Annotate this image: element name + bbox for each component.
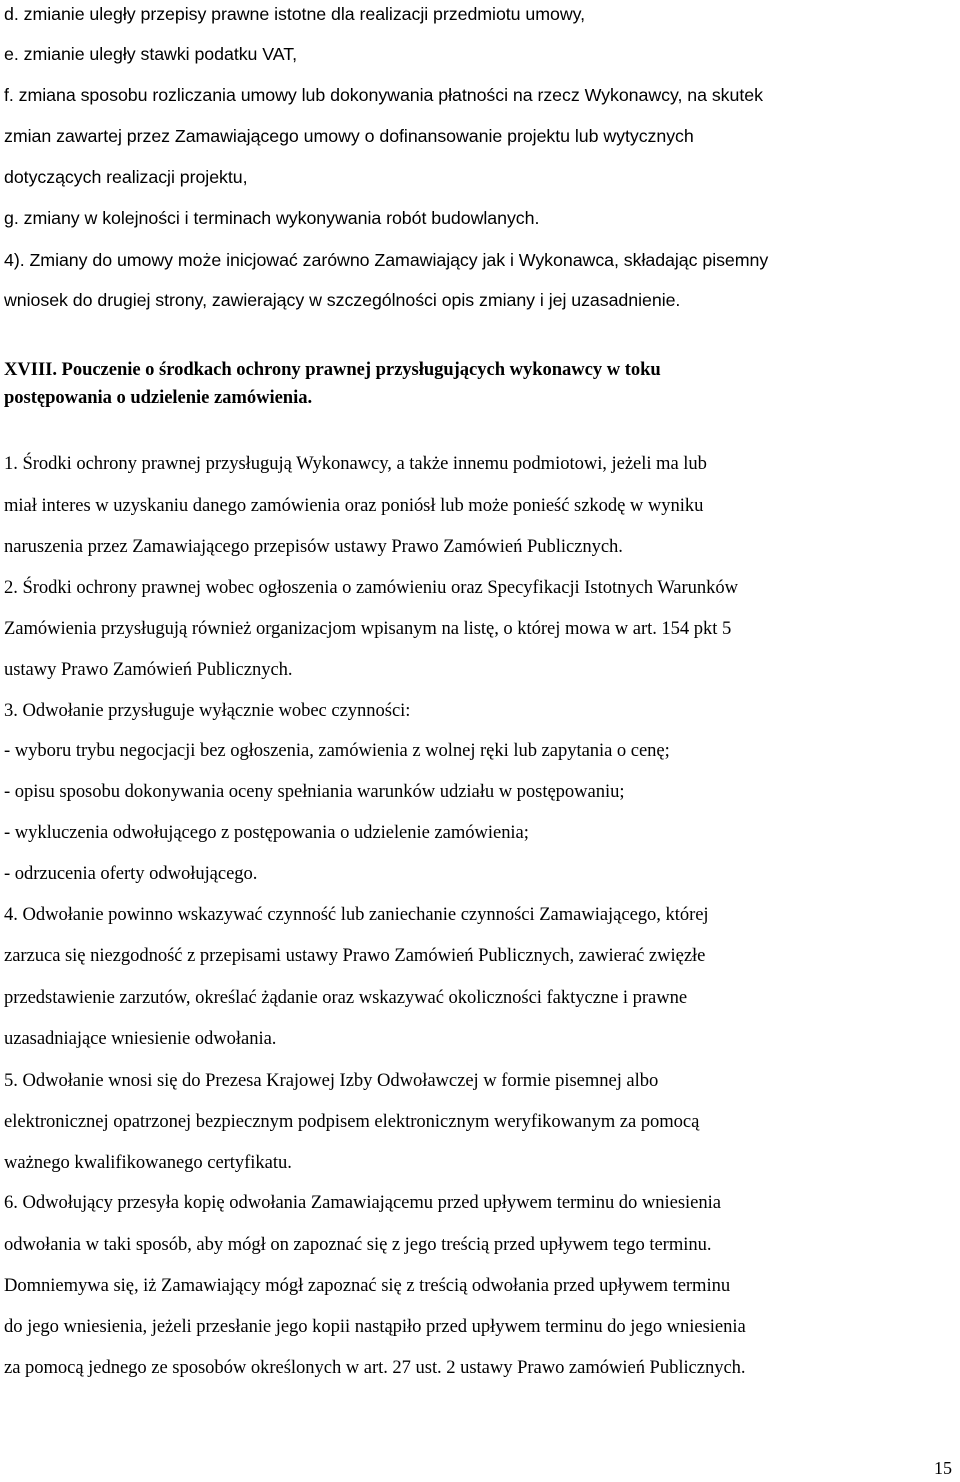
section-heading: XVIII. Pouczenie o środkach ochrony prawnej przysługujących wykonawcy w toku: [4, 359, 661, 380]
text-line: do jego wniesienia, jeżeli przesłanie jego kopii nastąpiło przed upływem terminu do jego wniesienia: [4, 1316, 746, 1337]
text-line: 5. Odwołanie wnosi się do Prezesa Krajowej Izby Odwoławczej w formie pisemnej albo: [4, 1070, 659, 1091]
text-line: Zamówienia przysługują również organizacjom wpisanym na listę, o której mowa w art. 154 pkt 5: [4, 618, 732, 639]
text-line: uzasadniające wniesienie odwołania.: [4, 1028, 277, 1049]
text-line: miał interes w uzyskaniu danego zamówienia oraz poniósł lub może ponieść szkodę w wyniku: [4, 495, 704, 516]
text-line: dotyczących realizacji projektu,: [4, 167, 248, 187]
text-line: wniosek do drugiej strony, zawierający w szczególności opis zmiany i jej uzasadnienie.: [4, 290, 681, 310]
text-line: zmian zawartej przez Zamawiającego umowy o dofinansowanie projektu lub wytycznych: [4, 126, 694, 146]
text-line: 3. Odwołanie przysługuje wyłącznie wobec czynności:: [4, 700, 411, 721]
text-line: Domniemywa się, iż Zamawiający mógł zapoznać się z treścią odwołania przed upływem terminu: [4, 1275, 731, 1296]
text-line: ustawy Prawo Zamówień Publicznych.: [4, 659, 293, 680]
list-item: - odrzucenia oferty odwołującego.: [4, 863, 258, 884]
list-item: - opisu sposobu dokonywania oceny spełniania warunków udziału w postępowaniu;: [4, 781, 625, 802]
text-line: 4. Odwołanie powinno wskazywać czynność lub zaniechanie czynności Zamawiającego, której: [4, 904, 709, 925]
text-line: 6. Odwołujący przesyła kopię odwołania Zamawiającemu przed upływem terminu do wniesienia: [4, 1192, 721, 1213]
text-line: 2. Środki ochrony prawnej wobec ogłoszenia o zamówieniu oraz Specyfikacji Istotnych Warunków: [4, 577, 739, 598]
text-line: ważnego kwalifikowanego certyfikatu.: [4, 1152, 292, 1173]
text-line: przedstawienie zarzutów, określać żądanie oraz wskazywać okoliczności faktyczne i prawne: [4, 987, 688, 1008]
text-line: zarzuca się niezgodność z przepisami ustawy Prawo Zamówień Publicznych, zawierać zwięzłe: [4, 945, 706, 966]
text-line: f. zmiana sposobu rozliczania umowy lub dokonywania płatności na rzecz Wykonawcy, na skutek: [4, 85, 763, 105]
text-line: elektronicznej opatrzonej bezpiecznym podpisem elektronicznym weryfikowanym za pomocą: [4, 1111, 700, 1132]
text-line: g. zmiany w kolejności i terminach wykonywania robót budowlanych.: [4, 208, 540, 228]
text-line: odwołania w taki sposób, aby mógł on zapoznać się z jego treścią przed upływem tego terminu.: [4, 1234, 712, 1255]
text-line: 4). Zmiany do umowy może inicjować zarówno Zamawiający jak i Wykonawca, składając pisemny: [4, 250, 769, 270]
list-item: - wyboru trybu negocjacji bez ogłoszenia, zamówienia z wolnej ręki lub zapytania o cenę;: [4, 740, 670, 761]
text-line: naruszenia przez Zamawiającego przepisów ustawy Prawo Zamówień Publicznych.: [4, 536, 623, 557]
list-item: - wykluczenia odwołującego z postępowania o udzielenie zamówienia;: [4, 822, 529, 843]
text-line: e. zmianie uległy stawki podatku VAT,: [4, 44, 297, 64]
page-number: 15: [934, 1458, 952, 1478]
text-line: za pomocą jednego ze sposobów określonych w art. 27 ust. 2 ustawy Prawo zamówień Publicznych.: [4, 1357, 746, 1378]
text-line: d. zmianie uległy przepisy prawne istotne dla realizacji przedmiotu umowy,: [4, 4, 586, 24]
section-heading: postępowania o udzielenie zamówienia.: [4, 387, 313, 408]
text-line: 1. Środki ochrony prawnej przysługują Wykonawcy, a także innemu podmiotowi, jeżeli ma lub: [4, 453, 707, 474]
